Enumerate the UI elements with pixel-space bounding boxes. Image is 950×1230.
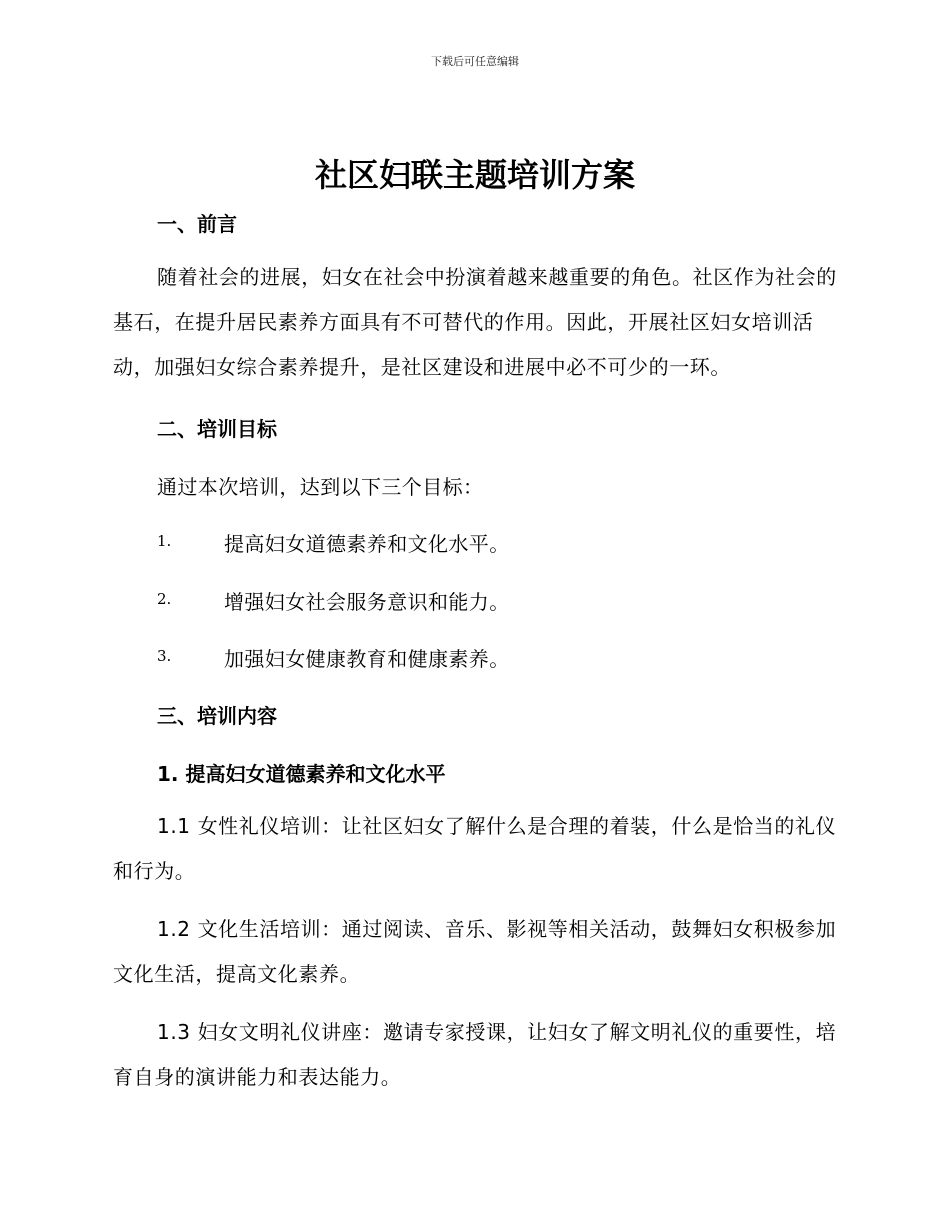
goal-item: 提高妇女道德素养和文化水平。 (224, 532, 510, 556)
preface-paragraph: 随着社会的进展，妇女在社会中扮演着越来越重要的角色。社区作为社会的基石，在提升居民素养方面具有不可替代的作用。因此，开展社区妇女培训活动，加强妇女综合素养提升，是社区建设和进展中必不可少的一环。 (113, 265, 837, 379)
section-heading-goals: 二、培训目标 (157, 417, 277, 441)
document-title: 社区妇联主题培训方案 (314, 156, 635, 194)
section-heading-content: 三、培训内容 (157, 704, 277, 728)
goal-item: 增强妇女社会服务意识和能力。 (224, 590, 510, 614)
subsection-heading-morality: 1. 提高妇女道德素养和文化水平 (157, 762, 446, 786)
goal-number: 2. (157, 590, 172, 608)
goal-item: 加强妇女健康教育和健康素养。 (224, 647, 510, 671)
goals-intro: 通过本次培训，达到以下三个目标： (157, 475, 484, 499)
content-item: 1.2 文化生活培训：通过阅读、音乐、影视等相关活动，鼓舞妇女积极参加文化生活，提高文化素养。 (113, 917, 837, 986)
section-heading-preface: 一、前言 (157, 212, 237, 236)
goal-number: 1. (157, 532, 172, 550)
page-header-note: 下载后可任意编辑 (431, 55, 519, 68)
content-item: 1.3 妇女文明礼仪讲座：邀请专家授课，让妇女了解文明礼仪的重要性，培育自身的演讲能力和表达能力。 (113, 1020, 837, 1089)
content-item: 1.1 女性礼仪培训：让社区妇女了解什么是合理的着装，什么是恰当的礼仪和行为。 (113, 814, 837, 883)
goal-number: 3. (157, 647, 172, 665)
